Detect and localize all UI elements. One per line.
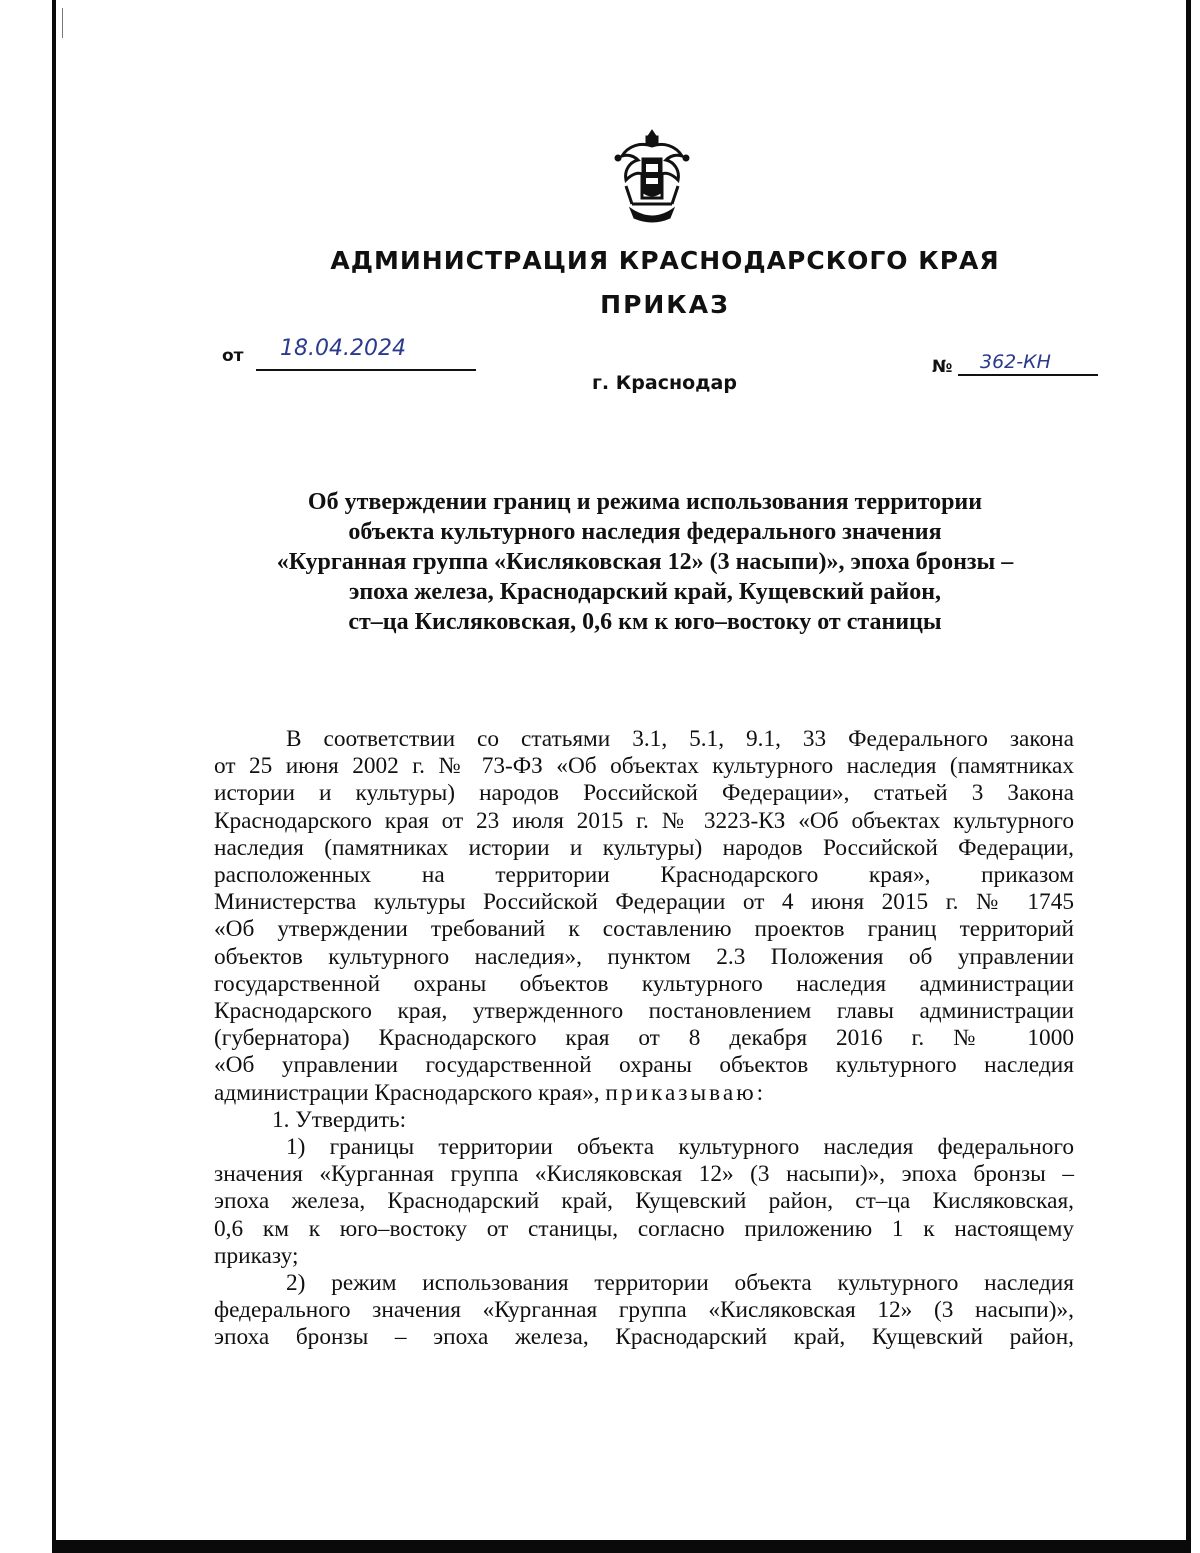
document-type: ПРИКАЗ [600,290,730,319]
body-line: «Об утверждении требований к составлению проектов границ территорий [214,916,1074,943]
item-1-label: 1. Утвердить: [272,1106,407,1133]
heading-line: эпоха железа, Краснодарский край, Кущевский район, [348,579,942,605]
body-text [214,726,1074,1352]
body-line: «Об управлении государственной охраны объектов культурного наследия [214,1052,1074,1079]
item-1-1-line: эпоха железа, Краснодарский край, Кущевский район, ст–ца Кисляковская, [214,1188,1074,1215]
item-1-1-line: значения «Курганная группа «Кисляковская 12» (3 насыпи)», эпоха бронзы – [214,1161,1074,1188]
body-line: наследия (памятниках истории и культуры) народов Российской Федерации, [214,834,1074,861]
order-word: приказываю: [605,1079,767,1106]
coat-of-arms-emblem [612,128,692,223]
scan-mark [62,8,63,38]
body-line: от 25 июня 2002 г. № 73-ФЗ «Об объектах культурного наследия (памятниках [214,753,1074,780]
item-1-2-line: федерального значения «Курганная группа «Кисляковская 12» (3 насыпи)», [214,1297,1074,1324]
item-1-2-line: эпоха бронзы – эпоха железа, Краснодарский край, Кущевский район, [214,1324,1074,1351]
body-line: (губернатора) Краснодарского края от 8 декабря 2016 г. № 1000 [214,1025,1074,1052]
city: г. Краснодар [592,372,737,394]
body-line: объектов культурного наследия», пунктом 2.3 Положения об управлении [214,943,1074,970]
heading-line: ст–ца Кисляковская, 0,6 км к юго–востоку от станицы [348,609,942,635]
item-1-2-line: 2) режим использования территории объекта культурного наследия [286,1270,1074,1297]
document-heading [215,487,1075,637]
heading-line: Об утверждении границ и режима использования территории [307,489,983,515]
body-line: расположенных на территории Краснодарского края», приказом [214,862,1074,889]
date-value: 18.04.2024 [280,336,406,361]
body-line: Министерства культуры Российской Федерации от 4 июня 2015 г. № 1745 [214,889,1074,916]
body-line: Краснодарского края, утвержденного постановлением главы администрации [214,998,1074,1025]
scan-edge-right [1186,0,1191,1553]
body-line-last [214,1080,1074,1107]
body-line: истории и культуры) народов Российской Федерации», статьей 3 Закона [214,780,1074,807]
number-value: 362-КН [980,351,1051,373]
body-line-text: администрации Краснодарского края», [214,1079,600,1106]
heading-line: объекта культурного наследия федерального значения [348,519,942,545]
organization-title: АДМИНИСТРАЦИЯ КРАСНОДАРСКОГО КРАЯ [330,246,1000,275]
date-label: от [222,346,244,366]
number-label: № [932,357,953,377]
date-underline [256,369,476,371]
number-underline [958,374,1098,376]
item-1-1-line: 0,6 км к юго–востоку от станицы, согласно приложению 1 к настоящему [214,1215,1074,1242]
heading-line: «Курганная группа «Кисляковская 12» (3 насыпи)», эпоха бронзы – [276,549,1014,575]
body-line: государственной охраны объектов культурного наследия администрации [214,970,1074,997]
item-1-1-line: 1) границы территории объекта культурного наследия федерального [286,1134,1074,1161]
body-line: В соответствии со статьями 3.1, 5.1, 9.1, 33 Федерального закона [286,726,1074,752]
scan-edge-bottom [52,1540,1191,1553]
body-line: Краснодарского края от 23 июля 2015 г. № 3223-КЗ «Об объектах культурного [214,807,1074,834]
item-1-1-line: приказу; [214,1242,299,1269]
scan-edge-left [52,0,56,1553]
